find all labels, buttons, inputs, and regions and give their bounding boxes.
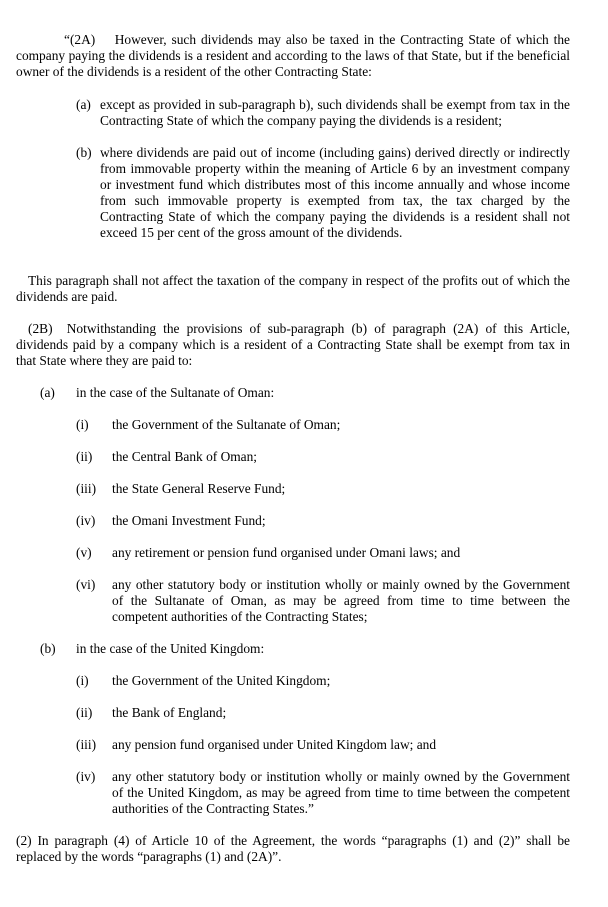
- item-label-2a-a: (a): [76, 97, 91, 112]
- sub-label-a-v: (v): [76, 545, 92, 560]
- paragraph-2: (2) In paragraph (4) of Article 10 of the Agreement, the words “paragraphs (1) and (2)” shall be replaced by the words “paragraphs (1) and (2A)”.: [16, 833, 570, 864]
- sub-label-a-iv: (iv): [76, 513, 96, 528]
- item-label-2b-b: (b): [40, 641, 56, 656]
- sub-label-b-iii: (iii): [76, 737, 97, 752]
- item-text-2a-a: except as provided in sub-paragraph b), such dividends shall be exempt from tax in the Contracting State of which the company paying the dividends is a resident;: [100, 97, 570, 128]
- sub-label-a-vi: (vi): [76, 577, 96, 592]
- paragraph-2a: “(2A) However, such dividends may also be taxed in the Contracting State of which the company paying the dividends is a resident and according to the laws of that State, but if the beneficial owner of the dividends is a resident of the other Contracting State:: [16, 32, 574, 79]
- sub-text-a-ii: the Central Bank of Oman;: [112, 449, 258, 464]
- sub-text-a-iv: the Omani Investment Fund;: [112, 513, 266, 528]
- item-label-2b-a: (a): [40, 385, 55, 400]
- sub-text-b-iii: any pension fund organised under United Kingdom law; and: [112, 737, 437, 752]
- sub-text-b-iv: any other statutory body or institution wholly or mainly owned by the Government of the United Kingdom, as may be agreed from time to time between the competent authorities of the Contracting States.”: [112, 769, 570, 816]
- paragraph-2a-closing: This paragraph shall not affect the taxation of the company in respect of the profits out of which the dividends are paid.: [16, 273, 570, 304]
- paragraph-2b: (2B) Notwithstanding the provisions of sub-paragraph (b) of paragraph (2A) of this Article, dividends paid by a company which is a resident of a Contracting State shall be exempt from tax in that State where they are paid to:: [16, 321, 574, 368]
- sub-text-b-ii: the Bank of England;: [112, 705, 227, 720]
- item-text-2b-a: in the case of the Sultanate of Oman:: [76, 385, 275, 400]
- sub-text-a-v: any retirement or pension fund organised under Omani laws; and: [112, 545, 461, 560]
- item-text-2a-b: where dividends are paid out of income (including gains) derived directly or indirectly from immovable property within the meaning of Article 6 by an investment company or investment fund which distributes most of this income annually and whose income from such immovable property is exempted from tax, the tax charged by the Contracting State of which the company paying the dividends is a resident shall not exceed 15 per cent of the gross amount of the dividends.: [100, 145, 570, 240]
- sub-label-b-iv: (iv): [76, 769, 96, 784]
- item-label-2a-b: (b): [76, 145, 92, 160]
- sub-label-a-ii: (ii): [76, 449, 93, 464]
- sub-label-a-iii: (iii): [76, 481, 97, 496]
- sub-text-a-iii: the State General Reserve Fund;: [112, 481, 286, 496]
- sub-label-a-i: (i): [76, 417, 89, 432]
- sub-label-b-ii: (ii): [76, 705, 93, 720]
- sub-text-a-vi: any other statutory body or institution wholly or mainly owned by the Government of the Sultanate of Oman, as may be agreed from time to time between the competent authorities of the Contracting States;: [112, 577, 570, 624]
- sub-label-b-i: (i): [76, 673, 89, 688]
- sub-text-b-i: the Government of the United Kingdom;: [112, 673, 331, 688]
- sub-text-a-i: the Government of the Sultanate of Oman;: [112, 417, 341, 432]
- item-text-2b-b: in the case of the United Kingdom:: [76, 641, 265, 656]
